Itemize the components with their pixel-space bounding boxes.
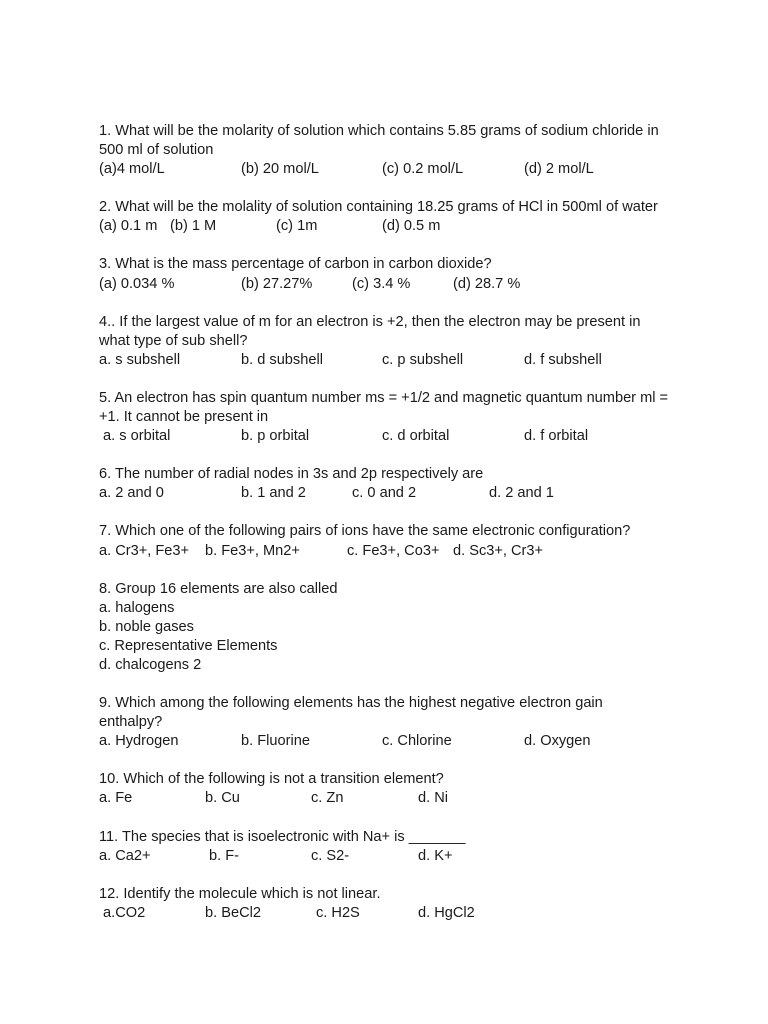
option-a: a.CO2 [99,904,146,921]
option-d: d. f subshell [524,351,602,368]
option-a: a. Hydrogen [99,733,179,750]
option-c: (c) 1m [276,218,318,235]
option-row [99,217,669,236]
question-text: 6. The number of radial nodes in 3s and 2p respectively are [99,466,484,483]
question-text: 7. Which one of the following pairs of ions have the same electronic configuration? [99,523,631,540]
option-c: c. 0 and 2 [352,485,417,502]
option-b: b. Fe3+, Mn2+ [205,542,300,559]
option-b: b. d subshell [241,351,323,368]
option-d: (d) 28.7 % [453,275,521,292]
option-row [99,484,669,503]
option-a: a. Cr3+, Fe3+ [99,542,190,559]
question-text: 5. An electron has spin quantum number ms = +1/2 and magnetic quantum number ml = +1. It cannot be present in [99,389,669,426]
question-text: 8. Group 16 elements are also called [99,580,338,597]
option-d: d. Sc3+, Cr3+ [453,542,544,559]
question-3 [99,255,669,293]
option-b: (b) 27.27% [241,275,313,292]
option-c: c. p subshell [382,351,464,368]
option-a: a. Ca2+ [99,847,151,864]
option-c: (c) 0.2 mol/L [382,161,464,178]
option-d: d. Ni [418,790,449,807]
option-row [99,847,669,866]
option-b: b. Cu [205,790,240,807]
option-b: b. F- [209,847,239,864]
question-4 [99,313,669,370]
option-b: (b) 20 mol/L [241,161,319,178]
question-12 [99,885,669,923]
question-8 [99,580,669,675]
option-a: a. s subshell [99,351,181,368]
option-d: d. chalcogens 2 [99,656,202,673]
option-row [99,789,669,808]
option-a: (a) 0.034 % [99,275,175,292]
option-d: d. HgCl2 [418,904,475,921]
question-text: 3. What is the mass percentage of carbon in carbon dioxide? [99,256,492,273]
option-c: c. Representative Elements [99,637,278,654]
option-d: (d) 0.5 m [382,218,441,235]
option-row [99,160,669,179]
option-row [99,275,669,294]
option-b: b. p orbital [241,428,310,445]
option-a: a. halogens [99,599,175,616]
option-row [99,542,669,561]
question-text: 2. What will be the molality of solution containing 18.25 grams of HCl in 500ml of water [99,199,658,216]
question-text: 11. The species that is isoelectronic with Na+ is _______ [99,828,466,845]
question-6 [99,465,669,503]
option-c: c. d orbital [382,428,450,445]
option-a: a. 2 and 0 [99,485,164,502]
question-9 [99,694,669,751]
option-b: b. 1 and 2 [241,485,306,502]
option-a: a. Fe [99,790,133,807]
question-text: 1. What will be the molarity of solution which contains 5.85 grams of sodium chloride in 500 ml of solution [99,123,659,159]
option-c: c. H2S [316,904,360,921]
option-a: (a)4 mol/L [99,161,165,178]
option-row [99,351,669,370]
option-b: b. noble gases [99,618,194,635]
option-d: d. Oxygen [524,733,591,750]
option-c: (c) 3.4 % [352,275,411,292]
question-2 [99,198,669,236]
question-text: 4.. If the largest value of m for an electron is +2, then the electron may be present in what type of sub shell? [99,313,641,349]
question-5 [99,389,669,446]
option-c: c. Zn [311,790,344,807]
option-d: d. K+ [418,847,453,864]
question-10 [99,770,669,808]
option-a: (a) 0.1 m [99,218,158,235]
question-7 [99,522,669,560]
option-row [99,732,669,751]
question-1 [99,122,669,179]
option-row [99,427,669,446]
option-d: d. f orbital [524,428,589,445]
question-text: 10. Which of the following is not a transition element? [99,771,444,788]
question-11 [99,828,669,866]
question-sheet [99,122,669,942]
option-d: d. 2 and 1 [489,485,554,502]
option-d: (d) 2 mol/L [524,161,594,178]
option-b: b. BeCl2 [205,904,261,921]
question-text: 9. Which among the following elements has the highest negative electron gain enthalpy? [99,695,603,731]
option-row [99,904,669,923]
option-b: (b) 1 M [170,218,217,235]
option-c: c. S2- [311,847,350,864]
option-c: c. Fe3+, Co3+ [347,542,440,559]
option-c: c. Chlorine [382,733,452,750]
option-b: b. Fluorine [241,733,310,750]
option-a: a. s orbital [99,428,171,445]
question-text: 12. Identify the molecule which is not linear. [99,885,381,902]
